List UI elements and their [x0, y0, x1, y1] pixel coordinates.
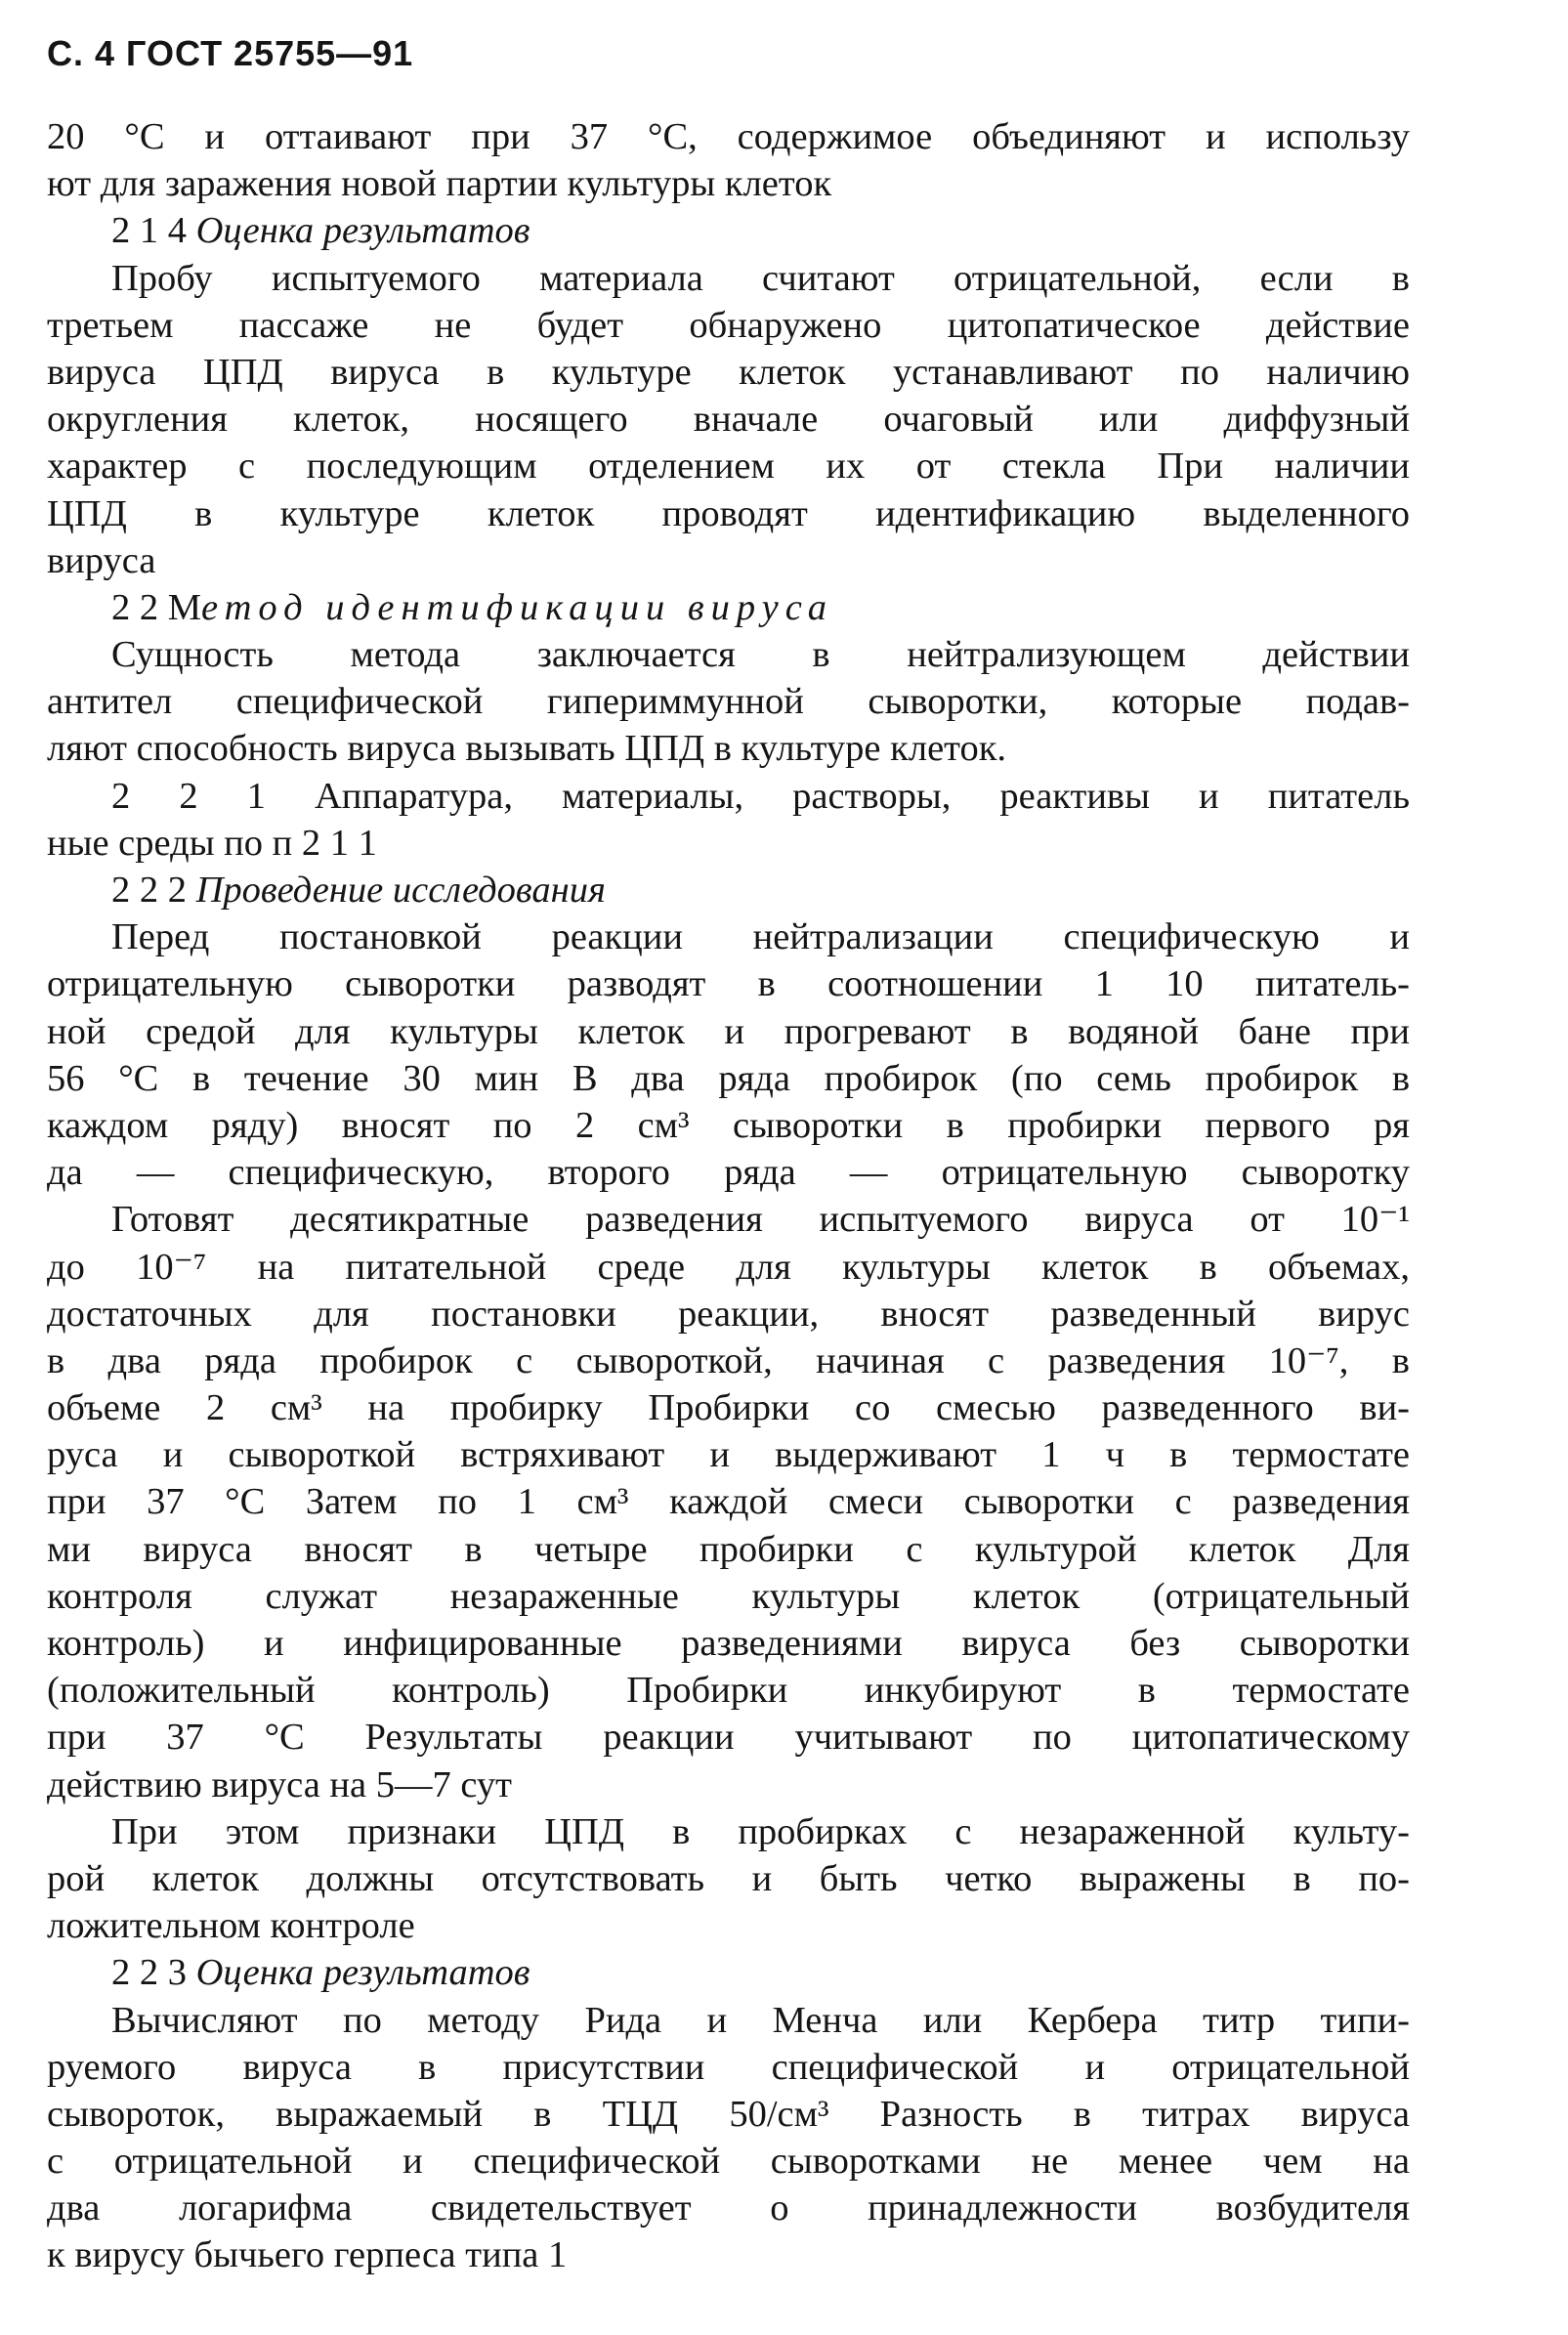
text-line: третьем пассаже не будет обнаружено цитопатическое действие — [47, 304, 1410, 346]
text-line: контроль) и инфицированные разведениями вируса без сыворотки — [47, 1623, 1410, 1664]
text-line: да — специфическую, второго ряда — отрицательную сыворотку — [47, 1152, 1410, 1194]
text-line: сывороток, выражаемый в ТЦД 50/см³ Разность в титрах вируса — [47, 2093, 1410, 2135]
text-line: округления клеток, носящего вначале очаговый или диффузный — [47, 399, 1410, 441]
text-line: 2 2 Метод идентификации вируса — [111, 586, 834, 628]
text-line: Вычисляют по методу Рида и Менча или Кербера титр типи- — [111, 1999, 1410, 2041]
text-line: отрицательную сыворотки разводят в соотношении 1 10 питатель- — [47, 963, 1410, 1005]
text-line: ложительном контроле — [47, 1905, 415, 1947]
text-line: ные среды по п 2 1 1 — [47, 822, 377, 864]
text-line: 2 2 2 Проведение исследования — [111, 870, 606, 911]
text-line: действию вируса на 5—7 сут — [47, 1763, 513, 1805]
text-line: с отрицательной и специфической сыворотками не менее чем на — [47, 2141, 1410, 2183]
text-line: ной средой для культуры клеток и прогревают в водяной бане при — [47, 1010, 1410, 1052]
text-line: к вирусу бычьего герпеса типа 1 — [47, 2234, 568, 2276]
text-line: характер с последующим отделением их от стекла При наличии — [47, 446, 1410, 488]
text-line: контроля служат незараженные культуры клеток (отрицательный — [47, 1575, 1410, 1617]
text-line: ЦПД в культуре клеток проводят идентификацию выделенного — [47, 492, 1410, 534]
text-line: каждом ряду) вносят по 2 см³ сыворотки в пробирки первого ря — [47, 1104, 1410, 1146]
text-line: руса и сывороткой встряхивают и выдерживают 1 ч в термостате — [47, 1434, 1410, 1476]
text-line: ми вируса вносят в четыре пробирки с культурой клеток Для — [47, 1528, 1410, 1570]
text-line: при 37 °С Затем по 1 см³ каждой смеси сыворотки с разведения — [47, 1481, 1410, 1523]
text-line: при 37 °С Результаты реакции учитывают по цитопатическому — [47, 1717, 1410, 1759]
text-line: руемого вируса в присутствии специфической и отрицательной — [47, 2046, 1410, 2088]
text-line: Перед постановкой реакции нейтрализации специфическую и — [111, 916, 1410, 958]
document-body — [47, 113, 1410, 2279]
text-line: 2 2 3 Оценка результатов — [111, 1952, 530, 1994]
text-line: ют для заражения новой партии культуры клеток — [47, 163, 832, 205]
text-line: При этом признаки ЦПД в пробирках с незараженной культу- — [111, 1810, 1410, 1852]
text-line: Пробу испытуемого материала считают отрицательной, если в — [111, 257, 1410, 299]
text-line: Сущность метода заключается в нейтрализующем действии — [111, 634, 1410, 676]
text-line: до 10⁻⁷ на питательной среде для культуры клеток в объемах, — [47, 1246, 1410, 1288]
text-line: 56 °С в течение 30 мин В два ряда пробирок (по семь пробирок в — [47, 1057, 1410, 1099]
text-line: Готовят десятикратные разведения испытуемого вируса от 10⁻¹ — [111, 1199, 1410, 1241]
text-line: антител специфической гипериммунной сыворотки, которые подав- — [47, 681, 1410, 723]
text-line: 2 1 4 Оценка результатов — [111, 210, 530, 252]
text-line: два логарифма свидетельствует о принадлежности возбудителя — [47, 2187, 1410, 2229]
text-line: вируса ЦПД вируса в культуре клеток устанавливают по наличию — [47, 351, 1410, 393]
text-line: (положительный контроль) Пробирки инкубируют в термостате — [47, 1670, 1410, 1712]
text-line: вируса — [47, 539, 156, 581]
text-line: 2 2 1 Аппаратура, материалы, растворы, реактивы и питатель — [111, 775, 1410, 817]
text-line: 20 °С и оттаивают при 37 °С, содержимое объединяют и использу — [47, 116, 1410, 157]
text-line: ляют способность вируса вызывать ЦПД в культуре клеток. — [47, 728, 1007, 770]
text-line: рой клеток должны отсутствовать и быть четко выражены в по- — [47, 1857, 1410, 1899]
text-line: в два ряда пробирок с сывороткой, начиная с разведения 10⁻⁷, в — [47, 1339, 1410, 1381]
page-header: С. 4 ГОСТ 25755—91 — [47, 33, 414, 73]
text-line: объеме 2 см³ на пробирку Пробирки со смесью разведенного ви- — [47, 1387, 1410, 1429]
text-line: достаточных для постановки реакции, вносят разведенный вирус — [47, 1293, 1410, 1335]
